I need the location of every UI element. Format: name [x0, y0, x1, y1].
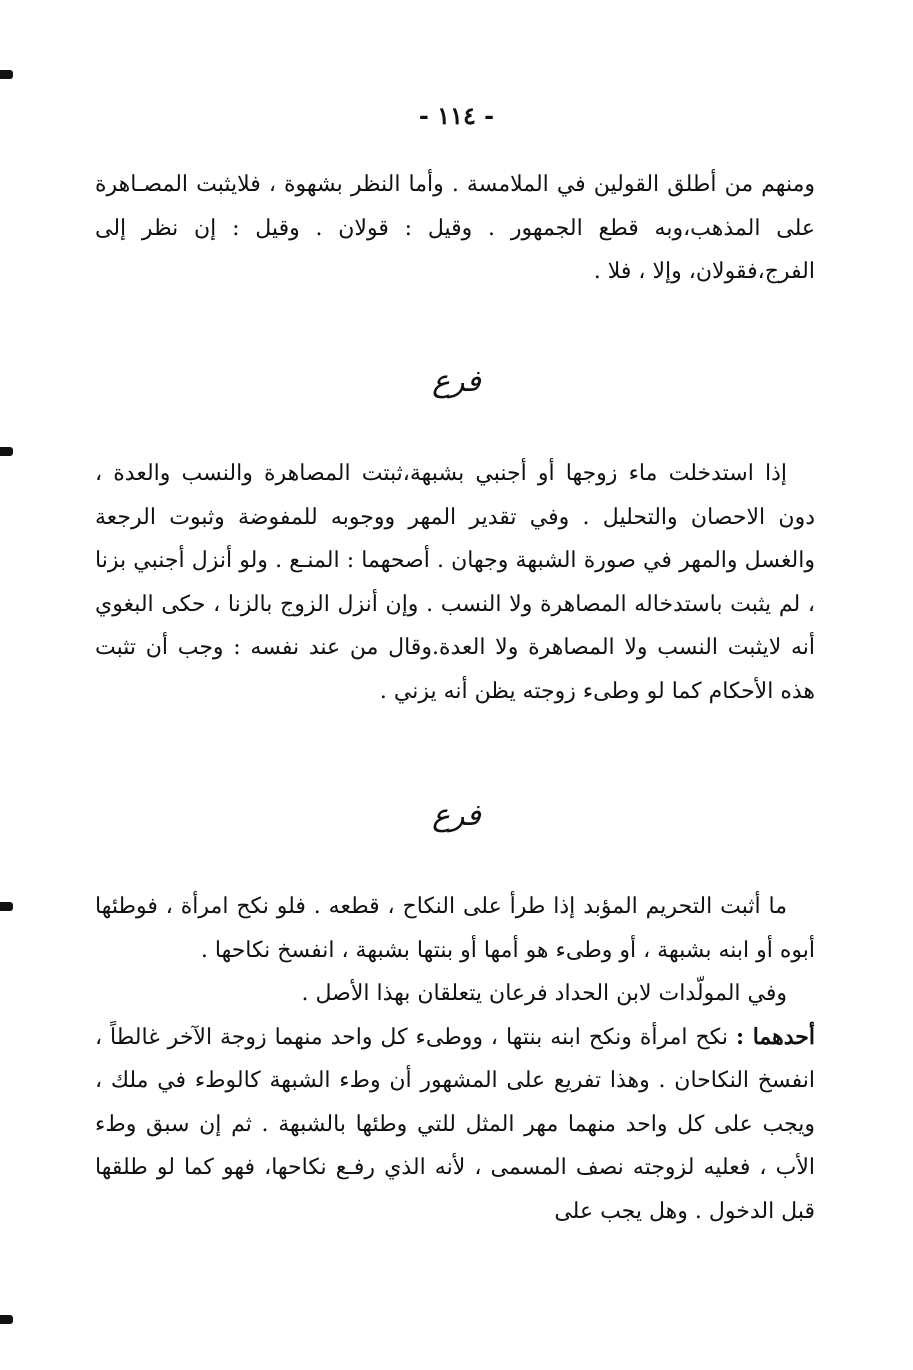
paragraph-2: إذا استدخلت ماء زوجها أو أجنبي بشبهة،ثبتت المصاهرة والنسب والعدة ، دون الاحصان والتحليل . وفي تقدير المهر ووجوبه للمفوضة وثبوت الرجعة والغسل والمهر في صورة الشبهة وجهان . أصحهما : المنـع . ولو أنزل أجنبي بزنا ، لم يثبت باستدخاله المصاهرة ولا النسب . وإن أنزل الزوج بالزنا ، حكى البغوي أنه لايثبت النسب ولا المصاهرة ولا العدة.وقال من عند نفسه : وجب أن تثبت هذه الأحكام كما لو وطىء زوجته يظن أنه يزني . [95, 461, 815, 704]
scan-edge-mark-2 [0, 447, 13, 456]
top-paragraph-block [95, 163, 815, 294]
scan-edge-mark-4 [0, 1315, 13, 1324]
section-heading-1: فرع [432, 364, 481, 399]
page-number: - ١١٤ - [418, 101, 495, 130]
paragraph-4: وفي المولّدات لابن الحداد فرعان يتعلقان بهذا الأصل . [301, 981, 787, 1006]
paragraph-5 [95, 1016, 815, 1234]
section-heading-2: فرع [432, 798, 481, 833]
paragraph-2-block [95, 452, 815, 713]
top-paragraph: ومنهم من أطلق القولين في الملامسة . وأما النظر بشهوة ، فلايثبت المصـاهرة على المذهب،وبه قطع الجمهور . وقيل : قولان . وقيل : إن نظر إلى الفرج،فقولان، وإلا ، فلا . [95, 172, 815, 284]
scan-edge-mark-3 [0, 902, 13, 911]
paragraph-5-text: نكح امرأة ونكح ابنه بنتها ، ووطىء كل واحد منهما زوجة الآخر غالطاً ، انفسخ النكاحان . وهذا تفريع على المشهور أن وطء الشبهة كالوطء في ملك ، ويجب على كل واحد منهما مهر المثل للتي وطئها بالشبهة . ثم إن سبق وطء الأب ، فعليه لزوجته نصف المسمى ، لأنه الذي رفـع نكاحها، فهو كما لو طلقها قبل الدخول . وهل يجب على [95, 1024, 815, 1224]
paragraph-3: ما أثبت التحريم المؤبد إذا طرأ على النكاح ، قطعه . فلو نكح امرأة ، فوطئها أبوه أو ابنه بشبهة ، أو وطىء هو أمها أو بنتها بشبهة ، انفسخ نكاحها . [95, 894, 815, 963]
paragraph-5-lead: أحدهما : [735, 1023, 815, 1050]
paragraph-3-block [95, 885, 815, 1233]
scan-edge-mark-1 [0, 70, 13, 79]
